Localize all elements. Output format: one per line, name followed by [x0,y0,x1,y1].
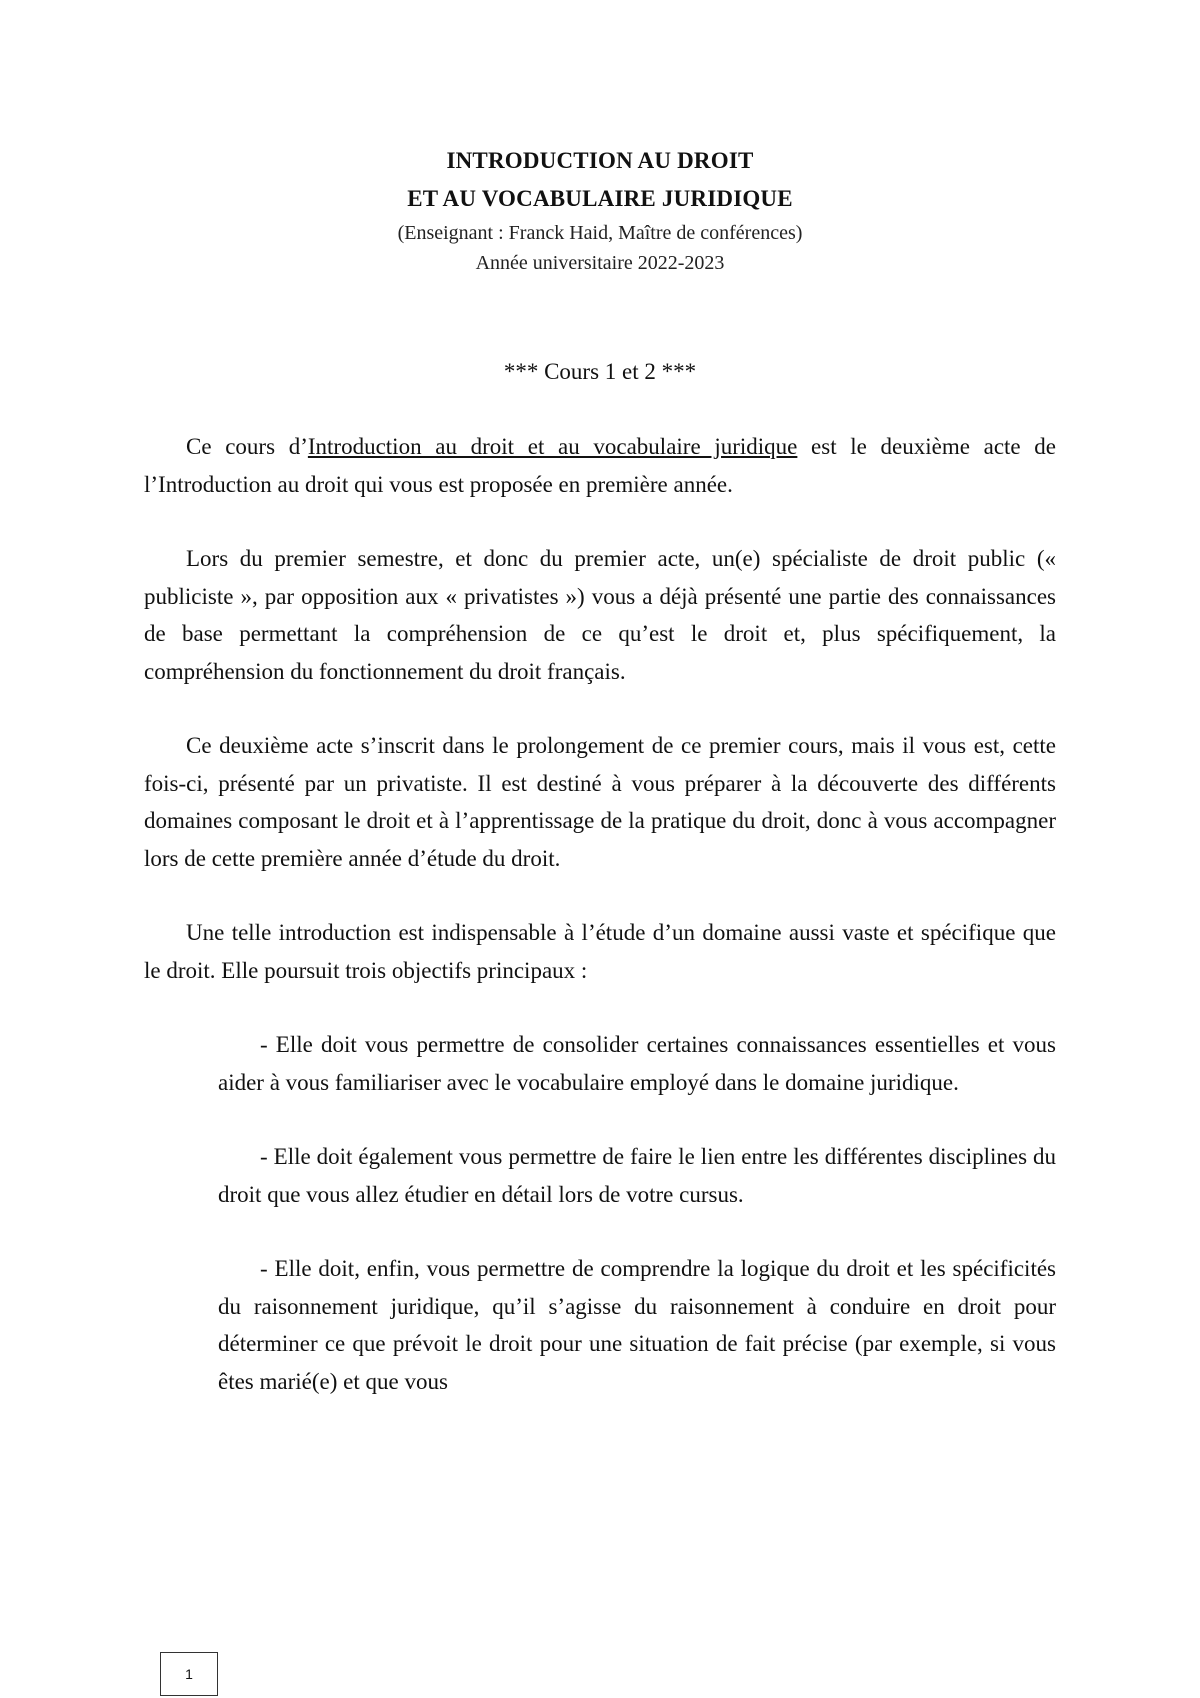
document-title-line-2: ET AU VOCABULAIRE JURIDIQUE [407,186,793,211]
course-label: *** Cours 1 et 2 *** [503,359,697,384]
objective-item: - Elle doit, enfin, vous permettre de comprendre la logique du droit et les spécificités du raisonnement juridique, qu’il s’agisse du raisonnement à conduire en droit pour déterminer ce que prévoit le droit pour une situation de fait précise (par exemple, si vous êtes marié(e) et que vous [218,1256,1056,1394]
document-header [0,142,1200,278]
paragraph-intro [144,428,1056,503]
paragraph-intro-end: est le deuxième acte de l’Introduction au droit qui vous est proposée en première année. [144,434,1057,497]
objective-item: - Elle doit également vous permettre de faire le lien entre les différentes disciplines du droit que vous allez étudier en détail lors de votre cursus. [218,1144,1056,1207]
objectives-list [144,1026,1056,1400]
document-body [144,428,1056,1437]
paragraph-first-semester: Lors du premier semestre, et donc du premier acte, un(e) spécialiste de droit public (« publiciste », par opposition aux « privatistes ») vous a déjà présenté une partie des connaissances de base permettant la compréhension de ce qu’est le droit et, plus spécifiquement, la compréhension du fonctionnement du droit français. [144,546,1056,684]
page-number: 1 [160,1652,218,1696]
document-title-line-1: INTRODUCTION AU DROIT [446,148,754,173]
academic-year-line: Année universitaire 2022-2023 [475,252,725,274]
teacher-line: (Enseignant : Franck Haid, Maître de conférences) [397,222,803,244]
paragraph-objectives-intro: Une telle introduction est indispensable à l’étude d’un domaine aussi vaste et spécifique que le droit. Elle poursuit trois objectifs principaux : [144,920,1056,983]
course-name-underlined: Introduction au droit et au vocabulaire juridique [307,434,798,459]
paragraph-second-act: Ce deuxième acte s’inscrit dans le prolongement de ce premier cours, mais il vous est, cette fois-ci, présenté par un privatiste. Il est destiné à vous préparer à la découverte des différents domaines composant le droit et à l’apprentissage de la pratique du droit, donc à vous accompagner lors de cette première année d’étude du droit. [144,733,1056,871]
objective-item: - Elle doit vous permettre de consolider certaines connaissances essentielles et vous aider à vous familiariser avec le vocabulaire employé dans le domaine juridique. [218,1032,1056,1095]
paragraph-intro-start: Ce cours d’ [186,434,308,459]
